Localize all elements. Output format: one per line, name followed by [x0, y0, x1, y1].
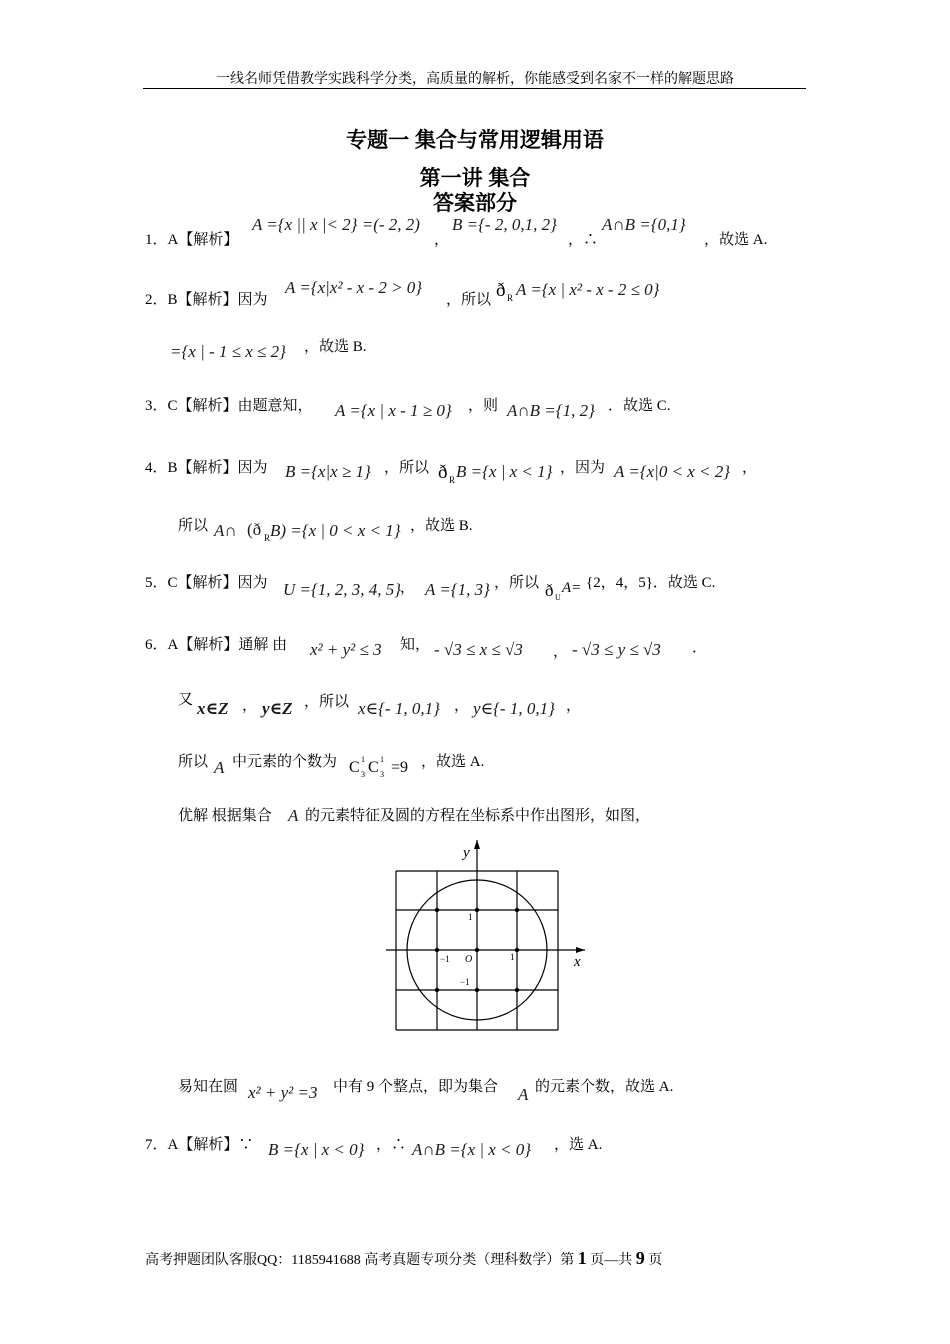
page-footer: [145, 1248, 662, 1269]
q3-sep-2: ．故选 C.: [608, 398, 671, 414]
q7-sep-2: ，选 A.: [554, 1137, 603, 1153]
q1-math-3: A∩B ={0,1}: [602, 215, 686, 234]
header-rule: [143, 88, 806, 89]
q4-math-6: (ð: [247, 520, 262, 539]
q5-math-2: A ={1, 3}: [425, 580, 490, 599]
footer-total-pages: 9: [635, 1248, 645, 1268]
q5-sep-1: ，: [400, 580, 416, 596]
q4-math-1: B ={x|x ≥ 1}: [285, 462, 371, 481]
q6-line5-prefix: 易知在圆: [178, 1079, 239, 1095]
q6-sep-3: ．: [692, 640, 708, 656]
q4-sep-2: ，因为: [560, 460, 606, 476]
q5-math-1: U ={1, 2, 3, 4, 5}: [283, 580, 402, 599]
q6-comb-1: C: [349, 759, 360, 776]
q4-complement-sub-2: R: [264, 533, 271, 543]
q3-sep-1: ，则: [468, 398, 499, 414]
footer-left: 高考押题团队客服QQ：1185941688 高考真题专项分类（理科数学）第: [145, 1253, 578, 1268]
q1-sep-3: ，故选 A.: [704, 232, 768, 248]
q6-math-3: - √3 ≤ y ≤ √3: [572, 640, 661, 659]
q3-prefix: 3．C【解析】由题意知，: [145, 398, 313, 414]
q6-math-12: A: [288, 806, 299, 825]
q6-prefix: 6．A【解析】通解 由: [145, 637, 288, 653]
q5-complement-sub: U: [555, 593, 561, 602]
q6-comb-2-sup: 1: [380, 755, 384, 764]
x-axis-arrow: [576, 947, 585, 953]
q6-sep-7: ，: [566, 698, 582, 714]
q4-sep-4: ，故选 B.: [410, 518, 473, 534]
footer-page-number: 1: [577, 1248, 587, 1268]
y-axis-arrow: [474, 840, 480, 849]
q5-sep-3: {2，4，5}．故选 C.: [586, 575, 716, 591]
q3-math-1: A ={x | x - 1 ≥ 0}: [335, 401, 452, 420]
q4-complement-sub: R: [449, 475, 456, 485]
lattice-point: [475, 908, 479, 912]
q7-math-2: A∩B ={x | x < 0}: [412, 1140, 532, 1159]
q2-math-4: ={x | - 1 ≤ x ≤ 2}: [170, 342, 286, 361]
origin-label: O: [465, 954, 473, 965]
q6-sep-1: 知，: [400, 637, 431, 653]
q6-math-1: x² + y² ≤ 3: [310, 640, 382, 659]
q3-math-2: A∩B ={1, 2}: [507, 401, 595, 420]
lecture-title: 第一讲 集合: [419, 167, 531, 190]
q6-math-5: y∈Z: [262, 699, 293, 718]
circle-lattice-figure: [380, 840, 590, 1040]
q2-math-1: A ={x|x² - x - 2 > 0}: [285, 278, 423, 297]
q6-math-7: y∈{- 1, 0,1}: [473, 699, 555, 718]
q6-sep-10: 的元素特征及圆的方程在坐标系中作出图形，如图，: [305, 808, 651, 824]
q6-sep-9: ，故选 A.: [421, 754, 485, 770]
lattice-point: [435, 908, 439, 912]
x-axis-label: x: [574, 954, 581, 970]
q4-math-7: B) ={x | 0 < x < 1}: [270, 521, 401, 540]
q1-sep-2: ，∴: [568, 232, 599, 248]
lattice-point: [475, 948, 479, 952]
q6-math-14: A: [518, 1085, 529, 1104]
q6-comb-1-sup: 1: [361, 755, 365, 764]
q6-sep-6: ，: [454, 698, 470, 714]
q6-line3-prefix: 所以: [178, 754, 209, 770]
q4-math-3: B ={x | x < 1}: [456, 462, 553, 481]
lattice-point: [475, 988, 479, 992]
q4-math-5: A∩: [214, 521, 237, 540]
q6-math-4: x∈Z: [197, 699, 229, 718]
q6-math-6: x∈{- 1, 0,1}: [358, 699, 440, 718]
q7-sep-1: ，∴: [376, 1137, 407, 1153]
q4-math-4: A ={x|0 < x < 2}: [614, 462, 731, 481]
q4-sep-1: ，所以: [384, 460, 430, 476]
q6-sep-8: 中元素的个数为: [232, 754, 338, 770]
q1-math-1: A ={x || x |< 2} =(- 2, 2): [252, 215, 420, 234]
page-header: 一线名师凭借教学实践科学分类，高质量的解析，你能感受到名家不一样的解题思路: [216, 70, 734, 86]
q2-sep-1: ，所以: [446, 292, 492, 308]
q6-math-8: A: [214, 758, 225, 777]
footer-right: 页: [644, 1253, 663, 1268]
tick-label-x-pos: 1: [510, 952, 515, 962]
footer-mid: 页—共: [586, 1253, 636, 1268]
q6-math-2: - √3 ≤ x ≤ √3: [434, 640, 523, 659]
q2-complement-sub: R: [507, 293, 514, 303]
lattice-point: [435, 948, 439, 952]
page-title: 专题一 集合与常用逻辑用语: [346, 129, 604, 152]
q4-line2-prefix: 所以: [178, 518, 209, 534]
q4-prefix: 4．B【解析】因为: [145, 460, 268, 476]
q6-line4-prefix: 优解 根据集合: [178, 808, 272, 824]
q2-complement-symbol: ð: [496, 280, 506, 301]
lattice-point: [515, 908, 519, 912]
q6-comb-2: C: [368, 759, 379, 776]
q5-sep-2: ，所以: [494, 575, 540, 591]
q6-math-13: x² + y² =3: [248, 1083, 318, 1102]
q1-sep-1: ，: [434, 232, 450, 248]
lattice-point: [435, 988, 439, 992]
q2-sep-2: ，故选 B.: [304, 339, 367, 355]
q2-prefix: 2．B【解析】因为: [145, 292, 268, 308]
q6-math-11: =9: [391, 759, 409, 776]
q4-sep-3: ，: [742, 460, 758, 476]
q1-math-2: B ={- 2, 0,1, 2}: [452, 215, 557, 234]
q6-comb-1-sub: 3: [361, 770, 365, 779]
q2-math-3: A ={x | x² - x - 2 ≤ 0}: [516, 280, 660, 299]
q6-comb-2-sub: 3: [380, 770, 384, 779]
q6-sep-4: ，: [242, 698, 258, 714]
q7-math-1: B ={x | x < 0}: [268, 1140, 365, 1159]
tick-label-y-pos: 1: [468, 912, 473, 922]
q6-sep-12: 的元素个数，故选 A.: [535, 1079, 674, 1095]
q6-sep-11: 中有 9 个整点，即为集合: [333, 1079, 499, 1095]
q1-prefix: 1．A【解析】: [145, 232, 239, 248]
q6-sep-5: ，所以: [304, 694, 350, 710]
q5-math-4: A=: [562, 580, 582, 596]
tick-label-x-neg: −1: [440, 954, 450, 964]
lattice-point: [515, 948, 519, 952]
q4-complement-symbol: ð: [438, 462, 448, 483]
answers-title: 答案部分: [433, 192, 517, 215]
q6-sep-2: ，: [553, 644, 569, 660]
y-axis-label: y: [463, 845, 470, 861]
q7-prefix: 7．A【解析】∵: [145, 1137, 254, 1153]
q5-prefix: 5．C【解析】因为: [145, 575, 268, 591]
q6-line2-prefix: 又: [178, 692, 194, 708]
tick-label-y-neg: −1: [460, 977, 470, 987]
lattice-point: [515, 988, 519, 992]
q5-complement-symbol: ð: [545, 581, 554, 600]
